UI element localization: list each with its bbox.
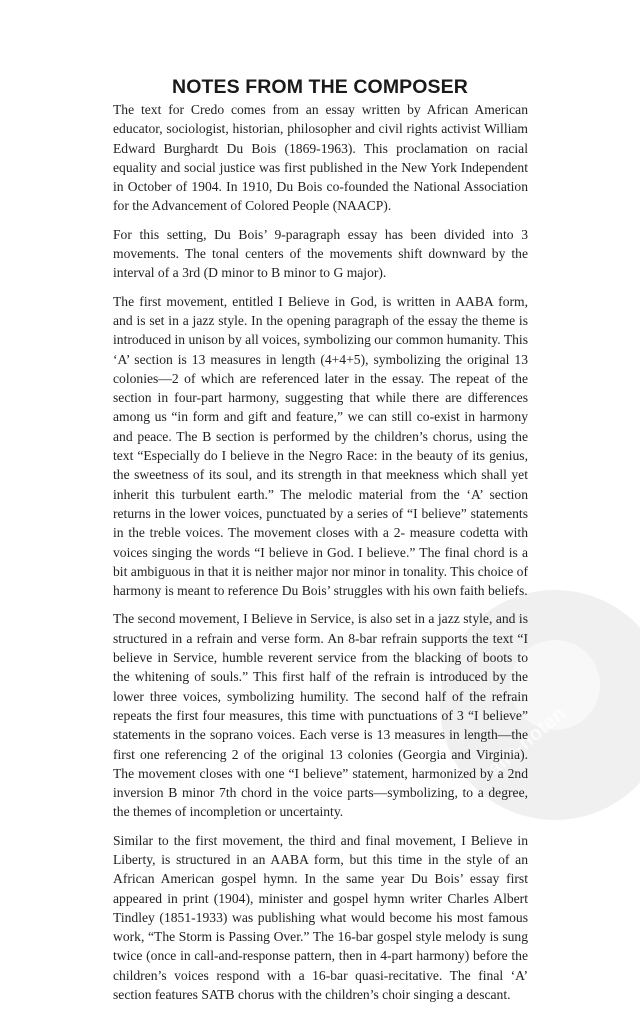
watermark-text: alle-noten bbox=[483, 702, 571, 780]
paragraph-setting: For this setting, Du Bois’ 9-paragraph essay has been divided into 3 movements. The tonal centers of the movements shift downward by the interval of a 3rd (D minor to B minor to G major). bbox=[113, 226, 528, 281]
paragraph-third-movement: Similar to the first movement, the third and final movement, I Believe in Liberty, is structured in an AABA form, but this time in the style of an African American gospel hymn. In the same year Du Bois’ essay first appeared in print (1904), minister and gospel hymn writer Charles Albert Tindley (1851-1933) was publishing what would become his most famous work, “The Storm is Passing Over.” The 16-bar gospel style melody is sung twice (once in call-and-response pattern, then in 4-part harmony) before the children’s voices respond with a 16-bar quasi-recitative. The final ‘A’ section features SATB chorus with the children’s choir singing a descant. bbox=[113, 832, 528, 1003]
page-title: NOTES FROM THE COMPOSER bbox=[172, 76, 468, 98]
notes-body bbox=[113, 100, 528, 1013]
paragraph-second-movement: The second movement, I Believe in Service, is also set in a jazz style, and is structured in a refrain and verse form. An 8-bar refrain supports the text “I believe in Service, humble reverent service from the blacking of boots to the whitening of souls.” This first half of the refrain is introduced by the lower three voices, symbolizing humility. The second half of the refrain repeats the first four measures, this time with punctuations of 3 “I believe” statements in the soprano voices. Each verse is 13 measures in length—the first one referencing 2 of the original 13 colonies (Georgia and Virginia). The movement closes with one “I believe” statement, harmonized by a 2nd inversion B minor 7th chord in the voice parts—symbolizing, to a degree, the themes of incompletion or uncertainty. bbox=[113, 611, 528, 820]
paragraph-intro: The text for Credo comes from an essay written by African American educator, sociologist, historian, philosopher and civil rights activist William Edward Burghardt Du Bois (1869-1963). This proclamation on racial equality and social justice was first published in the New York Independent in October of 1904. In 1910, Du Bois co-founded the National Association for the Advancement of Colored People (NAACP). bbox=[113, 102, 528, 214]
paragraph-first-movement: The first movement, entitled I Believe in God, is written in AABA form, and is set in a jazz style. In the opening paragraph of the essay the theme is introduced in unison by all voices, symbolizing our common humanity. This ‘A’ section is 13 measures in length (4+4+5), symbolizing the original 13 colonies—2 of which are referenced later in the essay. The repeat of the section in four-part harmony, suggesting that while there are differences among us “in form and gift and feature,” we can still co-exist in harmony and peace. The B section is performed by the children’s chorus, using the text “Especially do I believe in the Negro Race: in the beauty of its genius, the sweetness of its soul, and its strength in that meekness which shall yet inherit this turbulent earth.” The melodic material from the ‘A’ section returns in the lower voices, punctuated by a series of “I believe” statements in the treble voices. The movement closes with a 2- measure codetta with voices singing the words “I believe in God. I believe.” The final chord is a bit ambiguous in that it is neither major nor minor in tonality. This choice of harmony is meant to reference Du Bois’ struggles with his own faith beliefs. bbox=[113, 293, 528, 599]
